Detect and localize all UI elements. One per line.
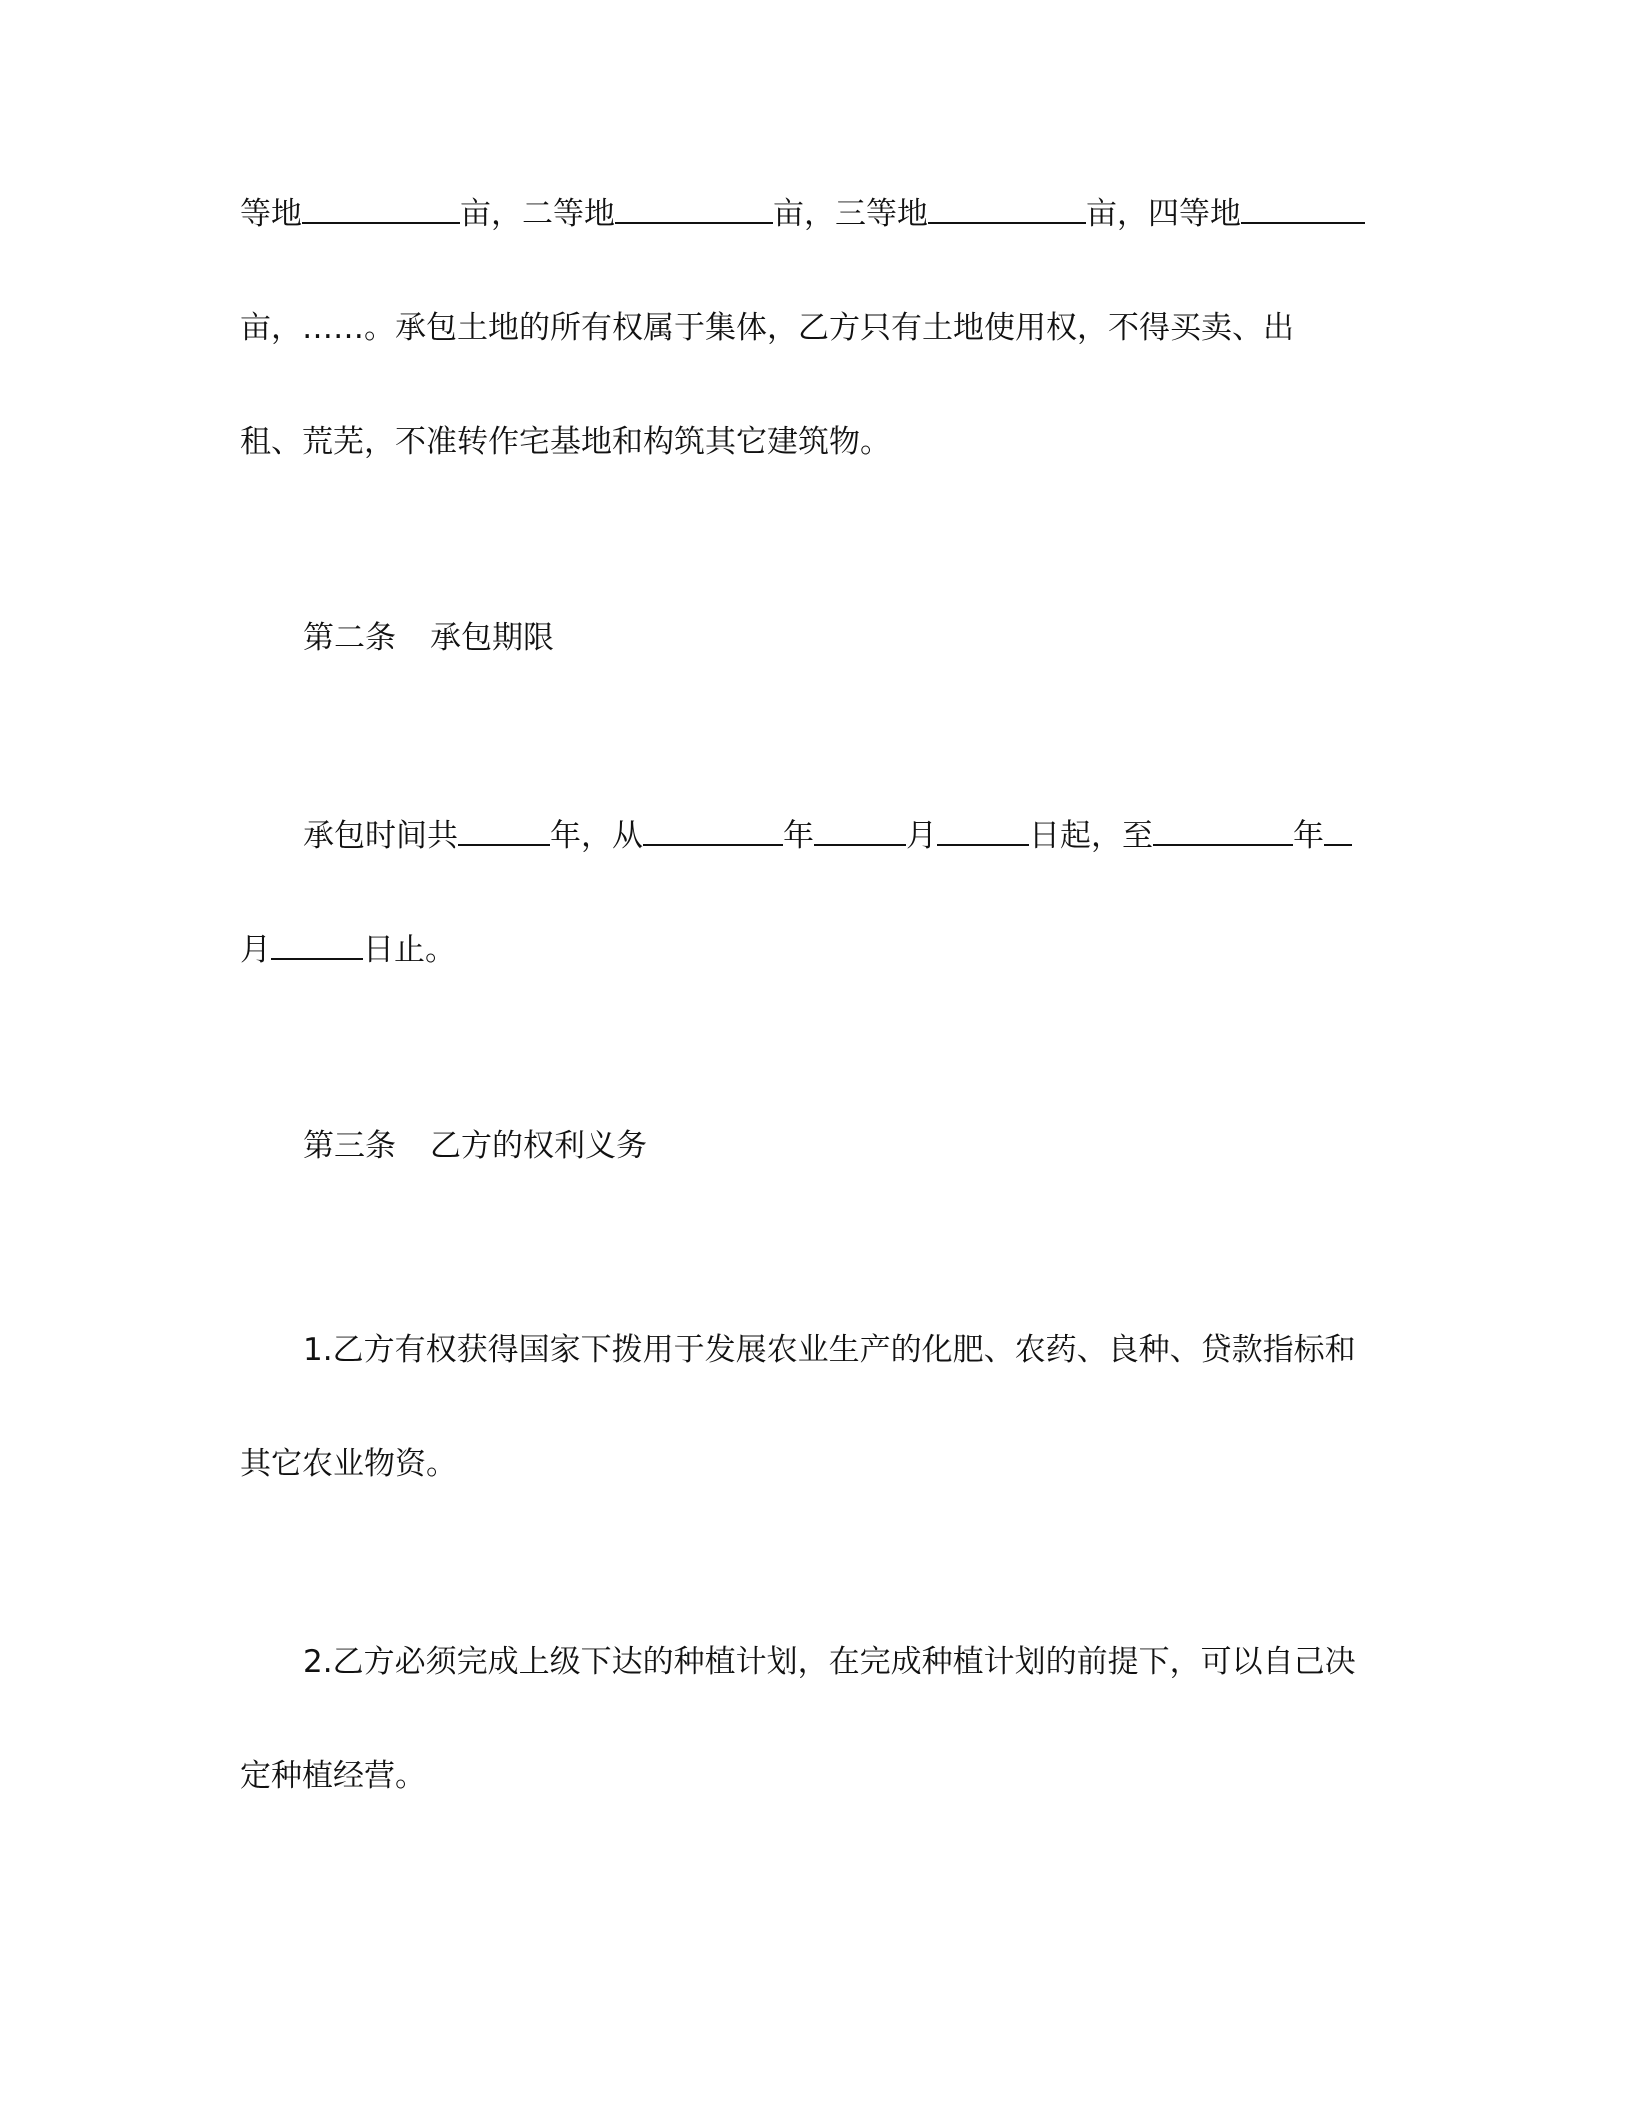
- period-text: 年: [783, 818, 814, 854]
- land-ownership-line: 亩，……。承包土地的所有权属于集体，乙方只有土地使用权，不得买卖、出: [240, 310, 1294, 346]
- fill-blank[interactable]: [1241, 194, 1365, 224]
- period-text: 月: [240, 932, 271, 968]
- contract-period-line: [303, 816, 1352, 856]
- period-text: 日起，至: [1029, 818, 1153, 854]
- period-text: 年，从: [550, 818, 643, 854]
- land-grade-text: 亩，二等地: [460, 196, 615, 232]
- period-text: 年: [1293, 818, 1324, 854]
- article-number: 第二条: [303, 620, 396, 656]
- fill-blank[interactable]: [302, 194, 460, 224]
- article-item: 1.乙方有权获得国家下拨用于发展农业生产的化肥、农药、良种、贷款指标和: [303, 1332, 1356, 1368]
- fill-blank[interactable]: [615, 194, 773, 224]
- fill-blank[interactable]: [928, 194, 1086, 224]
- period-text: 承包时间共: [303, 818, 458, 854]
- land-grade-text: 亩，三等地: [773, 196, 928, 232]
- fill-blank[interactable]: [271, 930, 363, 960]
- article-item: 2.乙方必须完成上级下达的种植计划，在完成种植计划的前提下，可以自己决: [303, 1644, 1356, 1680]
- article-title: 承包期限: [430, 620, 554, 656]
- fill-blank[interactable]: [458, 816, 550, 846]
- article-heading: [303, 618, 554, 658]
- article-heading: [303, 1126, 647, 1166]
- fill-blank[interactable]: [937, 816, 1029, 846]
- fill-blank[interactable]: [1153, 816, 1293, 846]
- fill-blank[interactable]: [814, 816, 906, 846]
- fill-blank[interactable]: [1324, 816, 1352, 846]
- article-number: 第三条: [303, 1128, 396, 1164]
- article-item: 其它农业物资。: [240, 1446, 457, 1482]
- land-grade-text: 等地: [240, 196, 302, 232]
- article-title: 乙方的权利义务: [430, 1128, 647, 1164]
- land-ownership-line: 租、荒芜，不准转作宅基地和构筑其它建筑物。: [240, 424, 891, 460]
- contract-period-line: [240, 930, 456, 970]
- land-grade-line: [240, 194, 1365, 234]
- land-grade-text: 亩，四等地: [1086, 196, 1241, 232]
- period-text: 月: [906, 818, 937, 854]
- fill-blank[interactable]: [643, 816, 783, 846]
- period-text: 日止。: [363, 932, 456, 968]
- article-item: 定种植经营。: [240, 1758, 426, 1794]
